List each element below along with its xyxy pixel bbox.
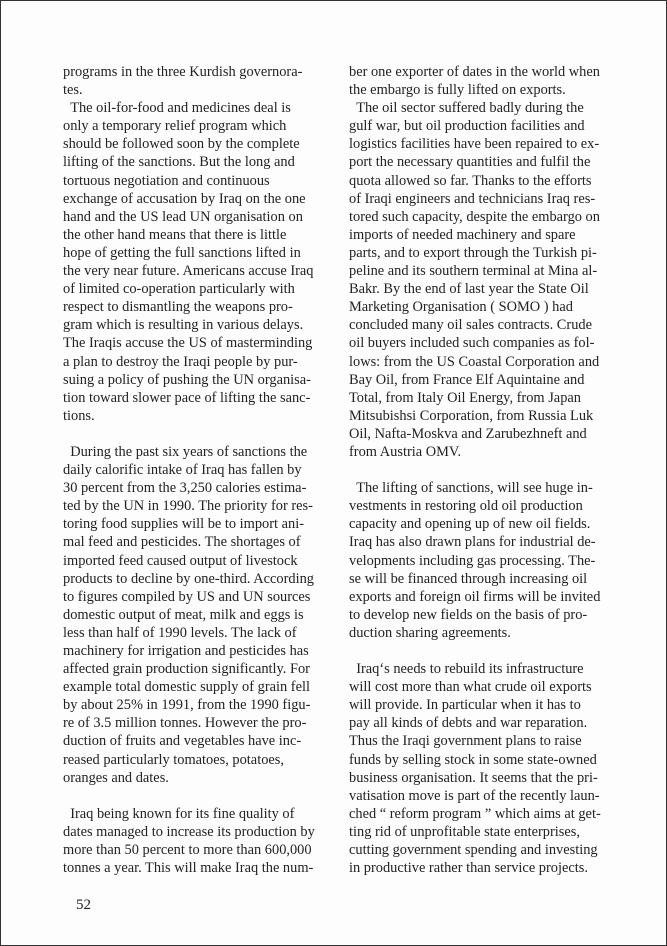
paragraph-gap bbox=[349, 461, 607, 479]
text-line: should be followed soon by the complete bbox=[63, 136, 300, 153]
text-line: from Austria OMV. bbox=[349, 443, 462, 460]
text-line: Marketing Organisation ( SOMO ) had bbox=[349, 299, 573, 316]
text-line: tonnes a year. This will make Iraq the num- bbox=[63, 860, 314, 877]
text-line: exchange of accusation by Iraq on the one bbox=[63, 190, 306, 207]
text-line: example total domestic supply of grain fell bbox=[63, 679, 310, 696]
text-line: oranges and dates. bbox=[63, 769, 169, 786]
text-line: mal feed and pesticides. The shortages of bbox=[63, 534, 301, 551]
text-line: tored such capacity, despite the embargo on bbox=[349, 208, 600, 225]
right-column bbox=[349, 63, 607, 877]
text-line: lifting of the sanctions. But the long and bbox=[63, 154, 295, 171]
text-line: hope of getting the full sanctions lifted in bbox=[63, 244, 301, 261]
paragraph bbox=[63, 63, 328, 99]
text-line: domestic output of meat, milk and eggs is bbox=[63, 606, 304, 623]
text-line: Oil, Nafta-Moskva and Zarubezhneft and bbox=[349, 425, 587, 442]
text-line: suing a policy of pushing the UN organisa- bbox=[63, 371, 311, 388]
text-line: imported feed caused output of livestock bbox=[63, 552, 298, 569]
paragraph bbox=[349, 479, 607, 642]
text-line: the other hand means that there is little bbox=[63, 226, 287, 243]
text-line: machinery for irrigation and pesticides has bbox=[63, 643, 309, 659]
paragraph bbox=[349, 99, 607, 461]
left-column bbox=[63, 63, 328, 877]
text-line: tortuous negotiation and continuous bbox=[63, 172, 270, 189]
text-line: velopments including gas processing. The- bbox=[349, 552, 596, 569]
paragraph bbox=[63, 99, 328, 425]
text-line: Total, from Italy Oil Energy, from Japan bbox=[349, 389, 581, 406]
text-line: peline and its southern terminal at Mina al- bbox=[349, 263, 598, 280]
text-line: will provide. In particular when it has to bbox=[349, 697, 581, 714]
text-line: capacity and opening up of new oil fields. bbox=[349, 516, 591, 533]
text-line: less than half of 1990 levels. The lack of bbox=[63, 624, 297, 641]
text-line: The oil sector suffered badly during the bbox=[349, 100, 584, 117]
text-line: affected grain production significantly. For bbox=[63, 661, 310, 678]
text-line: lows: from the US Coastal Corporation and bbox=[349, 353, 600, 370]
text-line: oil buyers included such companies as fol- bbox=[349, 335, 595, 352]
text-line: to develop new fields on the basis of pro- bbox=[349, 606, 588, 623]
text-line: imports of needed machinery and spare bbox=[349, 226, 576, 243]
text-line: se will be financed through increasing oil bbox=[349, 570, 588, 587]
text-line: tes. bbox=[63, 82, 83, 99]
text-line: tions. bbox=[63, 407, 95, 424]
text-line: logistics facilities have been repaired to ex- bbox=[349, 136, 600, 153]
text-line: programs in the three Kurdish governora- bbox=[63, 64, 303, 80]
text-line: pay all kinds of debts and war reparation. bbox=[349, 715, 588, 732]
paragraph-gap bbox=[63, 425, 328, 443]
text-line: the very near future. Americans accuse Iraq bbox=[63, 263, 314, 280]
paragraph bbox=[349, 660, 607, 877]
text-line: Mitsubishsi Corporation, from Russia Luk bbox=[349, 407, 594, 424]
text-line: vestments in restoring old oil production bbox=[349, 498, 583, 515]
text-line: Bakr. By the end of last year the State Oil bbox=[349, 281, 589, 298]
text-line: the embargo is fully lifted on exports. bbox=[349, 82, 566, 99]
text-line: business organisation. It seems that the pri- bbox=[349, 769, 598, 786]
text-line: port the necessary quantities and fulfil the bbox=[349, 154, 591, 171]
paragraph bbox=[63, 443, 328, 787]
text-line: parts, and to export through the Turkish pi- bbox=[349, 244, 597, 261]
text-line: During the past six years of sanctions the bbox=[63, 443, 308, 460]
text-line: Iraq has also drawn plans for industrial de- bbox=[349, 534, 596, 551]
text-line: ting rid of unprofitable state enterprises, bbox=[349, 823, 580, 840]
text-line: gulf war, but oil production facilities and bbox=[349, 118, 585, 135]
text-line: ber one exporter of dates in the world when bbox=[349, 64, 600, 80]
text-line: of Iraqi engineers and technicians Iraq res- bbox=[349, 190, 596, 207]
text-line: Iraq being known for its fine quality of bbox=[63, 805, 295, 822]
text-line: only a temporary relief program which bbox=[63, 118, 287, 135]
paragraph-gap bbox=[63, 787, 328, 805]
text-line: ched “ reform program ” which aims at get- bbox=[349, 805, 601, 822]
paragraph bbox=[63, 805, 328, 877]
text-line: dates managed to increase its production by bbox=[63, 823, 315, 840]
text-line: Iraq‘s needs to rebuild its infrastructure bbox=[349, 661, 584, 678]
text-line: exports and foreign oil firms will be invited bbox=[349, 588, 601, 605]
text-line: duction of fruits and vegetables have inc- bbox=[63, 733, 302, 750]
text-line: reased particularly tomatoes, potatoes, bbox=[63, 751, 284, 768]
text-line: Bay Oil, from France Elf Aquintaine and bbox=[349, 371, 585, 388]
text-line: The lifting of sanctions, will see huge in- bbox=[349, 480, 593, 497]
paragraph-gap bbox=[349, 642, 607, 660]
text-line: quota allowed so far. Thanks to the efforts bbox=[349, 172, 592, 189]
text-line: hand and the US lead UN organisation on bbox=[63, 208, 303, 225]
text-line: a plan to destroy the Iraqi people by pur- bbox=[63, 353, 298, 370]
text-line: products to decline by one-third. According bbox=[63, 570, 314, 587]
text-line: in productive rather than service projects. bbox=[349, 860, 588, 877]
text-line: by about 25% in 1991, from the 1990 figu- bbox=[63, 697, 311, 714]
text-line: The Iraqis accuse the US of masterminding bbox=[63, 335, 313, 352]
text-line: daily calorific intake of Iraq has fallen by bbox=[63, 462, 302, 479]
text-line: The oil-for-food and medicines deal is bbox=[63, 100, 291, 117]
text-line: duction sharing agreements. bbox=[349, 624, 511, 641]
text-line: gram which is resulting in various delays. bbox=[63, 317, 304, 334]
paragraph bbox=[349, 63, 607, 99]
text-line: ted by the UN in 1990. The priority for res- bbox=[63, 498, 313, 515]
text-line: Thus the Iraqi government plans to raise bbox=[349, 733, 582, 750]
text-line: vatisation move is part of the recently laun- bbox=[349, 787, 600, 804]
text-line: concluded many oil sales contracts. Crude bbox=[349, 317, 592, 334]
page-number: 52 bbox=[76, 897, 91, 913]
text-line: will cost more than what crude oil exports bbox=[349, 679, 592, 696]
text-line: 30 percent from the 3,250 calories estima- bbox=[63, 480, 307, 497]
text-line: re of 3.5 million tonnes. However the pro- bbox=[63, 715, 307, 732]
text-line: toring food supplies will be to import ani- bbox=[63, 516, 305, 533]
text-line: more than 50 percent to more than 600,000 bbox=[63, 842, 312, 859]
text-line: of limited co-operation particularly with bbox=[63, 281, 295, 298]
text-line: to figures compiled by US and UN sources bbox=[63, 588, 311, 605]
text-line: respect to dismantling the weapons pro- bbox=[63, 299, 293, 316]
text-line: funds by selling stock in some state-owned bbox=[349, 751, 597, 768]
text-line: tion toward slower pace of lifting the sanc- bbox=[63, 389, 311, 406]
text-line: cutting government spending and investing bbox=[349, 842, 598, 859]
